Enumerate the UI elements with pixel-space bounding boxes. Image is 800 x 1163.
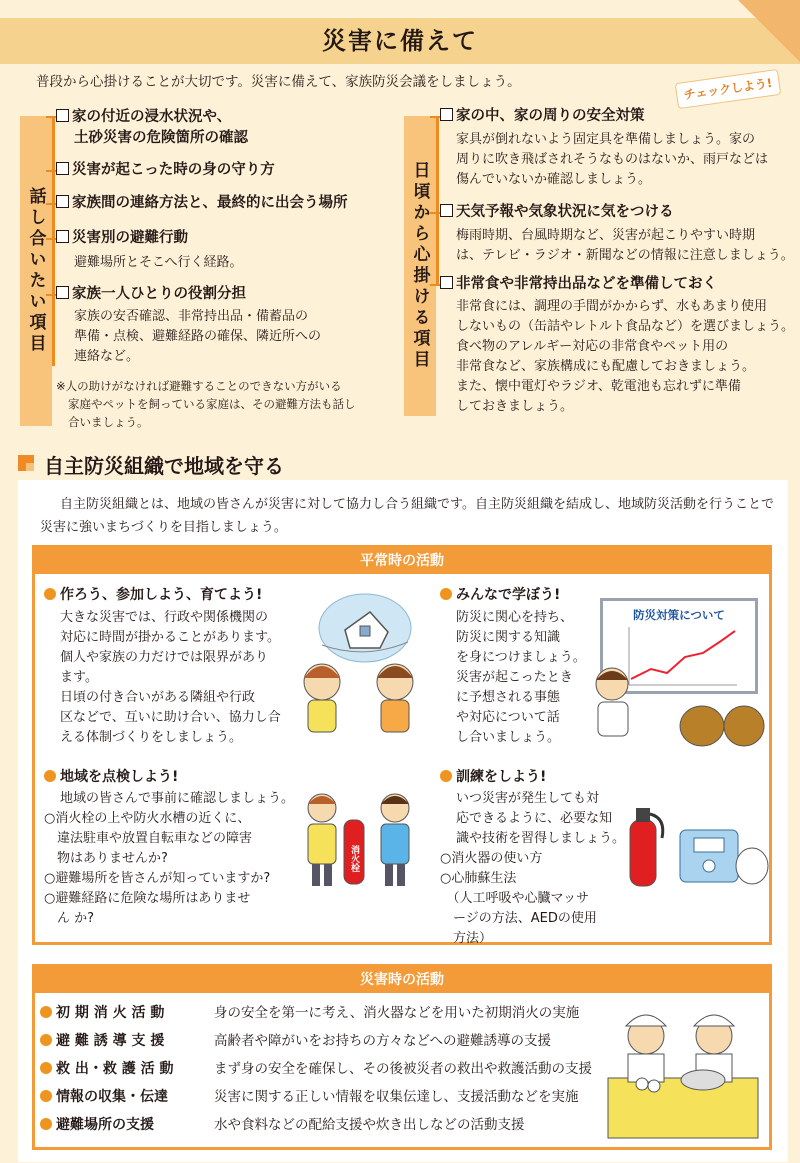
bullet-icon <box>40 1006 52 1018</box>
block1-line: 対応に時間が掛かることがあります。 <box>60 630 280 645</box>
left-tab-label: 話し合いたい項目 <box>20 116 52 426</box>
bullet-icon <box>40 1090 52 1102</box>
disaster-row-label: 避 難 誘 導 支 援 <box>56 1033 165 1049</box>
extinguisher-aed-illustration <box>622 800 772 890</box>
block2-line: 防災に関心を持ち、 <box>456 610 574 625</box>
connector-tick <box>430 116 440 118</box>
block1-line: 日頃の付き合いがある隣組や行政 <box>60 690 256 705</box>
block2-line: 災害が起こったとき <box>456 670 573 685</box>
block1-line: える体制づくりをしましょう。 <box>60 730 243 745</box>
right-item-2-text-1: 梅雨時期、台風時期など、災害が起こりやすい時期 <box>456 228 756 243</box>
right-item-1-heading: 家の中、家の周りの安全対策 <box>440 106 645 127</box>
checkbox-icon[interactable] <box>56 286 69 299</box>
left-item-5-text-2: 準備・点検、避難経路の確保、隣近所への <box>74 329 322 344</box>
block4-line: 応できるように、必要な知 <box>456 811 613 826</box>
connector-tick <box>430 212 440 214</box>
block3-line: ○消火栓の上や防火水槽の近くに、 <box>44 811 251 826</box>
earthquake-illustration <box>300 590 430 740</box>
block2-line: や対応について話 <box>456 710 560 725</box>
section2-intro: 自主防災組織とは、地域の皆さんが災害に対して協力し合う組織です。自主防災組織を結成し、地域防災活動を行うことで災害に強いまちづくりを目指しましょう。 <box>40 497 774 535</box>
checkbox-icon[interactable] <box>440 108 453 121</box>
block3-line: ○避難場所を皆さんが知っていますか? <box>44 871 271 886</box>
page-title: 災害に備えて <box>322 27 478 55</box>
disaster-row-label: 初 期 消 火 活 動 <box>56 1005 165 1021</box>
hydrant-inspection-illustration <box>300 790 430 890</box>
left-item-3-heading: 家族間の連絡方法と、最終的に出会う場所 <box>56 193 348 214</box>
right-item-2-text-2: は、テレビ・ラジオ・新聞などの情報に注意しましょう。 <box>456 248 794 263</box>
block3-line: 違法駐車や放置自転車などの障害 <box>44 831 253 846</box>
bullet-icon <box>44 770 56 782</box>
audience-illustration <box>592 662 762 744</box>
left-item-1-heading-cont: 土砂災害の危険箇所の確認 <box>74 130 248 146</box>
left-item-4-heading: 災害別の避難行動 <box>56 228 188 249</box>
right-item-3-text-4: 非常食など、家族構成にも配慮しておきましょう。 <box>456 359 756 374</box>
checkbox-icon[interactable] <box>56 109 69 122</box>
section2-title: 自主防災組織で地域を守る <box>44 454 284 478</box>
block3-line: 地域の皆さんで事前に確認しましょう。 <box>60 791 295 806</box>
right-connector-line <box>436 116 439 286</box>
block3-line: 物はありませんか? <box>44 851 168 866</box>
section-marker-accent <box>26 463 34 471</box>
block4-line: ○消火器の使い方 <box>440 851 543 866</box>
normal-block-1-heading: 作ろう、参加しよう、育てよう! <box>44 584 262 604</box>
right-item-3-text-5: また、懐中電灯やラジオ、乾電池も忘れずに準備 <box>456 379 741 394</box>
block2-line: 防災に関する知識 <box>456 630 561 645</box>
left-note-3: 合いましょう。 <box>68 415 149 429</box>
right-item-1-text-2: 周りに吹き飛ばされそうなものはないか、雨戸などは <box>456 152 769 167</box>
disaster-row-label: 救 出・救 護 活 動 <box>56 1061 174 1077</box>
left-item-5-text-3: 連絡など。 <box>74 349 140 364</box>
disaster-row <box>40 1086 579 1108</box>
right-item-1-text-1: 家具が倒れないよう固定具を準備しましょう。家の <box>456 132 756 147</box>
left-item-5-text-1: 家族の安否確認、非常持出品・備蓄品の <box>74 309 309 324</box>
disaster-activities-title: 災害時の活動 <box>35 967 769 993</box>
bullet-icon <box>440 770 452 782</box>
left-item-5-heading: 家族一人ひとりの役割分担 <box>56 284 246 305</box>
block4-line: ージの方法、AEDの使用 <box>440 911 597 926</box>
block4-line: （人工呼吸や心臓マッサ <box>440 891 589 906</box>
connector-tick <box>46 116 56 118</box>
connector-tick <box>46 238 56 240</box>
bullet-icon <box>440 588 452 600</box>
disaster-row <box>40 1002 579 1024</box>
left-connector-line <box>52 116 55 366</box>
right-item-3-text-2: しないもの（缶詰やレトルト食品など）を選びましょう。 <box>456 319 795 334</box>
left-item-4-text: 避難場所とそこへ行く経路。 <box>74 255 243 270</box>
right-tab-label: 日頃から心掛ける項目 <box>404 116 436 416</box>
block1-line: 区などで、互いに助け合い、協力し合 <box>60 710 281 725</box>
block2-line: に予想される事態 <box>456 690 561 705</box>
disaster-row-label: 情報の収集・伝達 <box>56 1089 168 1105</box>
whiteboard-title: 防災対策について <box>633 608 725 622</box>
checkbox-icon[interactable] <box>440 276 453 289</box>
checkbox-icon[interactable] <box>56 195 69 208</box>
normal-activities-title: 平常時の活動 <box>35 548 769 574</box>
connector-tick <box>430 284 440 286</box>
bullet-icon <box>40 1062 52 1074</box>
bullet-icon <box>40 1118 52 1130</box>
disaster-row <box>40 1030 551 1052</box>
right-item-3-text-3: 食べ物のアレルギー対応の非常食やペット用の <box>456 339 729 354</box>
block4-line: ○心肺蘇生法 <box>440 871 517 886</box>
cooking-illustration <box>608 1000 758 1140</box>
block1-line: 大きな災害では、行政や関係機関の <box>60 610 269 625</box>
left-item-1-heading: 家の付近の浸水状況や、 <box>56 107 231 128</box>
disaster-row-label: 避難場所の支援 <box>56 1117 154 1133</box>
checkbox-icon[interactable] <box>440 204 453 217</box>
connector-tick <box>46 170 56 172</box>
left-note-2: 家庭やペットを飼っている家庭は、その避難方法も話し <box>68 397 356 411</box>
normal-block-3-heading: 地域を点検しよう! <box>44 766 178 786</box>
checkbox-icon[interactable] <box>56 230 69 243</box>
disaster-row <box>40 1114 525 1136</box>
right-item-3-text-1: 非常食には、調理の手間がかからず、水もあまり使用 <box>456 299 767 314</box>
right-item-3-text-6: しておきましょう。 <box>456 399 574 414</box>
right-item-1-text-3: 傷んでいないか確認しましょう。 <box>456 172 652 187</box>
block2-line: を身につけましょう。 <box>456 650 586 665</box>
left-note-1: ※人の助けがなければ避難することのできない方がいる <box>56 379 342 393</box>
check-badge: チェックしよう! <box>675 69 782 109</box>
connector-tick <box>46 294 56 296</box>
block4-line: いつ災害が発生しても対 <box>456 791 600 806</box>
block3-line: ん か? <box>44 911 95 926</box>
block1-line: ます。 <box>60 670 98 685</box>
left-item-2-heading: 災害が起こった時の身の守り方 <box>56 160 275 181</box>
normal-block-4-heading: 訓練をしよう! <box>440 766 546 786</box>
disaster-row-desc: 災害に関する正しい情報を収集伝達し、支援活動などを実施 <box>214 1089 579 1105</box>
bullet-icon <box>44 588 56 600</box>
connector-tick <box>46 203 56 205</box>
disaster-row-desc: 高齢者や障がいをお持ちの方々などへの避難誘導の支援 <box>214 1033 551 1049</box>
right-item-2-heading: 天気予報や気象状況に気をつける <box>440 202 674 223</box>
block2-line: し合いましょう。 <box>456 730 561 745</box>
block4-line: 方法） <box>440 931 493 946</box>
right-item-3-heading: 非常食や非常持出品などを準備しておく <box>440 274 717 295</box>
disaster-row-desc: 身の安全を第一に考え、消火器などを用いた初期消火の実施 <box>214 1005 580 1021</box>
normal-block-2-heading: みんなで学ぼう! <box>440 584 560 604</box>
hydrant-label: 消火栓 <box>349 845 359 872</box>
disaster-row <box>40 1058 592 1080</box>
bullet-icon <box>40 1034 52 1046</box>
block4-line: 識や技術を習得しましょう。 <box>456 831 626 846</box>
checkbox-icon[interactable] <box>56 162 69 175</box>
disaster-row-desc: 水や食料などの配給支援や炊き出しなどの活動支援 <box>214 1117 525 1133</box>
block3-line: ○避難経路に危険な場所はありませ <box>44 891 251 906</box>
block1-line: 個人や家族の力だけでは限界があり <box>60 650 269 665</box>
disaster-row-desc: まず身の安全を確保し、その後被災者の救出や救護活動の支援 <box>214 1061 592 1077</box>
intro-text: 普段から心掛けることが大切です。災害に備えて、家族防災会議をしましょう。 <box>36 74 521 90</box>
